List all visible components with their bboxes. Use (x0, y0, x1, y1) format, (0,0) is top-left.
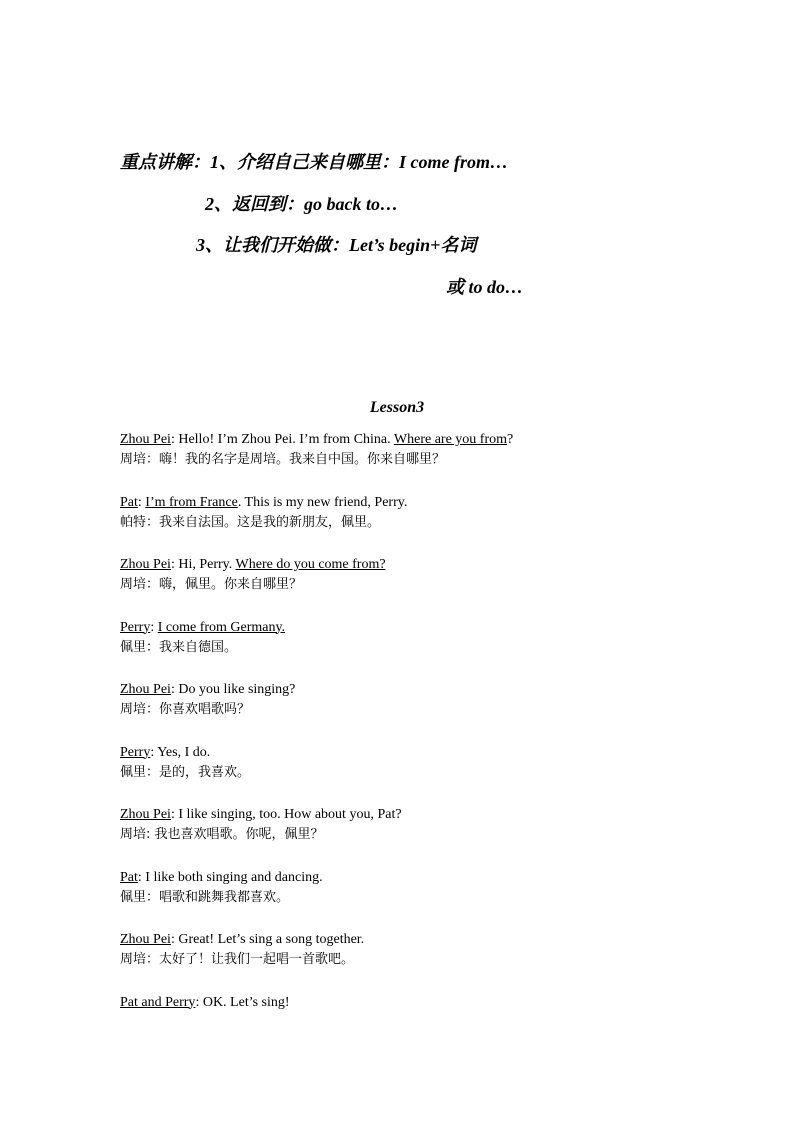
speaker-name: Perry (120, 744, 151, 760)
dialogue-entry (120, 680, 740, 720)
dialogue-entry (120, 555, 740, 595)
dialogue-entry (120, 493, 740, 533)
speaker-name: Pat (120, 869, 138, 885)
english-line: Zhou Pei: Do you like singing? (120, 682, 296, 697)
dialogue-entry (120, 743, 740, 783)
lesson-title: Lesson3 (369, 399, 425, 416)
dialogue-entry (120, 430, 740, 470)
speaker-name: Zhou Pei (120, 432, 171, 447)
key-point-1: 重点讲解：1、介绍自己来自哪里：I come from… (120, 152, 508, 172)
speaker-name: Zhou Pei (120, 932, 171, 947)
line-text-end: ? (507, 432, 514, 447)
line-text-end: . This is my new friend, Perry. (237, 494, 408, 510)
speaker-name: Zhou Pei (120, 557, 171, 572)
chinese-translation: 周培：太好了！让我们一起唱一首歌吧。 (120, 952, 355, 967)
english-line: Pat and Perry: OK. Let’s sing! (120, 994, 290, 1010)
speaker-name: Zhou Pei (120, 807, 171, 822)
chinese-translation: 佩里：我来自德国。 (120, 639, 238, 655)
chinese-translation: 周培: 我也喜欢唱歌。你呢，佩里？ (120, 827, 324, 842)
chinese-translation: 周培：嗨，佩里。你来自哪里？ (120, 577, 303, 592)
line-text: I like both singing and dancing. (141, 869, 323, 885)
line-text: Hello! I’m Zhou Pei. I’m from China. (174, 432, 394, 447)
key-point-3: 3、让我们开始做：Let’s begin+名词 (196, 235, 477, 255)
english-line: Zhou Pei: Hello! I’m Zhou Pei. I’m from China. Where are you from? (120, 432, 514, 447)
english-line: Pat: I like both singing and dancing. (120, 869, 323, 885)
english-line: Perry: Yes, I do. (120, 744, 211, 760)
line-text: I like singing, too. How about you, Pat? (174, 807, 402, 822)
dialogue-entry (120, 930, 740, 970)
english-line: Zhou Pei: Great! Let’s sing a song together. (120, 932, 365, 947)
underlined-phrase: I come from Germany. (157, 619, 286, 635)
key-point-2: 2、返回到：go back to… (205, 194, 398, 214)
line-text: OK. Let’s sing! (199, 994, 290, 1010)
chinese-translation: 帕特：我来自法国。这是我的新朋友，佩里。 (120, 514, 381, 530)
chinese-translation: 周培：嗨！我的名字是周培。我来自中国。你来自哪里？ (120, 452, 446, 467)
speaker-name: Perry (120, 619, 151, 635)
dialogue-entry (120, 805, 740, 845)
line-text: Yes, I do. (154, 744, 211, 760)
line-text: Hi, Perry. (174, 557, 236, 572)
english-line: Perry: I come from Germany. (120, 619, 286, 635)
chinese-translation: 佩里：唱歌和跳舞我都喜欢。 (120, 889, 290, 905)
chinese-translation: 佩里：是的，我喜欢。 (120, 764, 251, 780)
english-line: Zhou Pei: Hi, Perry. Where do you come from? (120, 557, 386, 572)
chinese-translation: 周培：你喜欢唱歌吗？ (120, 702, 251, 717)
speaker-name: Pat (120, 494, 138, 510)
dialogue-entry (120, 618, 740, 658)
underlined-phrase: Where do you come from? (235, 557, 386, 572)
key-point-4: 或 to do… (446, 277, 524, 297)
line-text: Great! Let’s sing a song together. (174, 932, 365, 947)
speaker-name: Pat and Perry (120, 994, 196, 1010)
underlined-phrase: I’m from France (145, 494, 238, 510)
speaker-name: Zhou Pei (120, 682, 171, 697)
english-line: Zhou Pei: I like singing, too. How about you, Pat? (120, 807, 402, 822)
line-text: Do you like singing? (174, 682, 296, 697)
english-line: Pat: I’m from France. This is my new friend, Perry. (120, 494, 408, 510)
dialogue-entry (120, 868, 740, 908)
dialogue-entry (120, 993, 740, 1013)
underlined-phrase: Where are you from (393, 432, 507, 447)
